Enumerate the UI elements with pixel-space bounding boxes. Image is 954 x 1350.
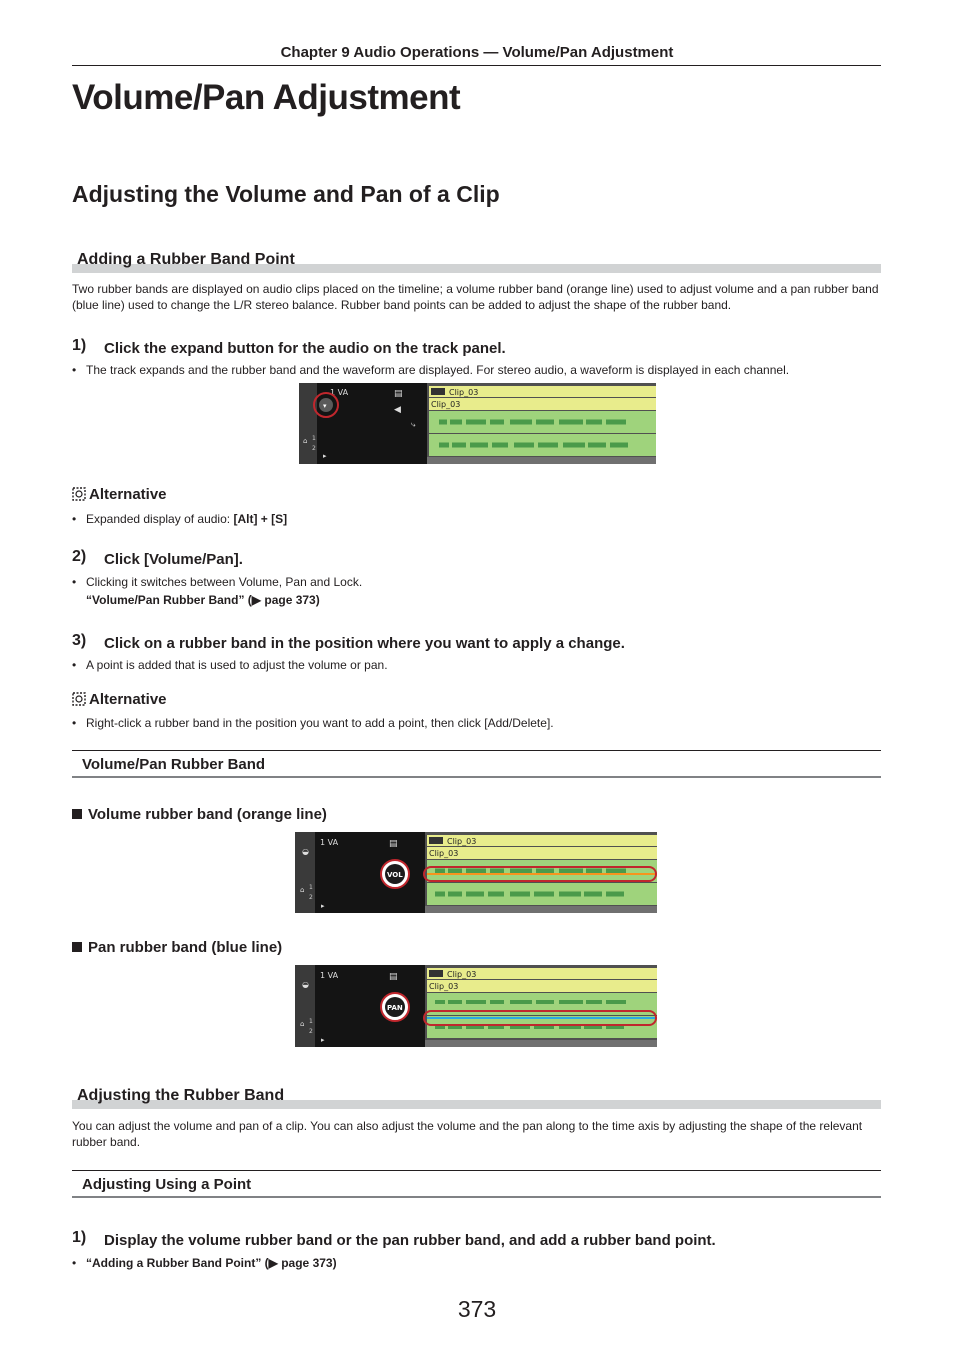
svg-text:▤: ▤	[394, 389, 403, 399]
step-number: 1)	[72, 1229, 87, 1246]
intro-paragraph: Two rubber bands are displayed on audio clips placed on the timeline; a volume rubber band (orange line) used to adjust volume and a pan rubber band (blue line) used to change the L/R stereo balance. Rubber band points can be added to adjust the shape of the rubber band.	[72, 282, 879, 312]
page-number: 373	[457, 1296, 497, 1322]
sub-heading: Pan rubber band (blue line)	[72, 939, 282, 956]
svg-text:⤷: ⤷	[411, 420, 416, 429]
bullet-item: • Clicking it switches between Volume, Pan and Lock.	[72, 575, 363, 589]
timeline-graphic	[299, 383, 656, 464]
alternative-icon	[72, 692, 86, 706]
svg-text:▸: ▸	[321, 1036, 325, 1044]
svg-text:Clip_03: Clip_03	[429, 849, 459, 858]
sub-heading: Volume rubber band (orange line)	[72, 806, 327, 823]
bullet-item: • The track expands and the rubber band and the waveform are displayed. For stereo audio, a waveform is displayed in each channel.	[72, 363, 790, 377]
svg-text:2: 2	[309, 1028, 313, 1035]
step-text: Display the volume rubber band or the pan rubber band, and add a rubber band point.	[104, 1232, 716, 1249]
svg-text:VOL: VOL	[387, 871, 403, 879]
box-heading: Adjusting Using a Point	[72, 1170, 881, 1198]
alternative-icon	[72, 487, 86, 501]
bullet-item: • Right-click a rubber band in the position you want to add a point, then click [Add/Delete].	[72, 716, 554, 730]
subsection-heading: Adding a Rubber Band Point	[77, 251, 295, 268]
section-title: Adjusting the Volume and Pan of a Clip	[72, 181, 500, 207]
svg-text:⌂: ⌂	[300, 886, 305, 894]
svg-text:1 VA: 1 VA	[320, 838, 339, 847]
intro-paragraph: You can adjust the volume and pan of a clip. You can also adjust the volume and the pan along to the time axis by adjusting the shape of the relevant rubber band.	[72, 1119, 863, 1149]
cross-reference-link[interactable]: • “Adding a Rubber Band Point” (▶ page 373)	[72, 1256, 337, 1270]
step-number: 3)	[72, 632, 87, 649]
svg-text:Clip_03: Clip_03	[431, 400, 461, 409]
svg-text:Clip_03: Clip_03	[429, 982, 459, 991]
svg-text:PAN: PAN	[387, 1004, 403, 1012]
svg-text:2: 2	[309, 894, 313, 901]
step-number: 1)	[72, 337, 87, 354]
svg-text:▾: ▾	[323, 402, 327, 410]
svg-text:1 VA: 1 VA	[320, 971, 339, 980]
svg-text:▤: ▤	[389, 972, 398, 982]
svg-text:▤: ▤	[389, 839, 398, 849]
svg-text:1 VA: 1 VA	[330, 388, 349, 397]
timeline-screenshot-volume	[295, 832, 657, 913]
svg-text:◀: ◀	[394, 405, 401, 415]
svg-text:▸: ▸	[321, 902, 325, 910]
box-heading: Volume/Pan Rubber Band	[72, 750, 881, 778]
cross-reference-link[interactable]: “Volume/Pan Rubber Band” (▶ page 373)	[86, 593, 320, 607]
step-text: Click [Volume/Pan].	[104, 551, 243, 568]
subsection-heading: Adjusting the Rubber Band	[77, 1087, 285, 1104]
svg-text:⌂: ⌂	[300, 1020, 305, 1028]
chapter-header: Chapter 9 Audio Operations — Volume/Pan Adjustment	[280, 44, 674, 61]
svg-text:Clip_03: Clip_03	[447, 970, 477, 979]
svg-text:Clip_03: Clip_03	[449, 388, 479, 397]
timeline-graphic	[295, 965, 657, 1047]
timeline-screenshot-pan	[295, 965, 657, 1047]
step-text: Click on a rubber band in the position where you want to apply a change.	[104, 635, 625, 652]
svg-text:1: 1	[309, 1018, 313, 1025]
svg-text:▸: ▸	[323, 452, 327, 460]
step-number: 2)	[72, 548, 87, 565]
page-arrow-icon: ▶	[268, 1256, 278, 1270]
svg-text:Clip_03: Clip_03	[447, 837, 477, 846]
timeline-screenshot-expand	[299, 383, 656, 464]
page-arrow-icon: ▶	[251, 593, 262, 607]
svg-text:1: 1	[309, 884, 313, 891]
alternative-heading: Alternative	[72, 486, 167, 503]
bullet-item: • A point is added that is used to adjust the volume or pan.	[72, 658, 388, 672]
svg-text:◒: ◒	[302, 847, 309, 856]
svg-text:⌂: ⌂	[303, 437, 308, 445]
bullet-item: • Expanded display of audio: [Alt] + [S]	[72, 512, 288, 526]
header-rule	[72, 65, 881, 66]
svg-text:1: 1	[312, 435, 316, 442]
alternative-heading: Alternative	[72, 691, 167, 708]
svg-text:◒: ◒	[302, 980, 309, 989]
timeline-graphic	[295, 832, 657, 913]
svg-text:2: 2	[312, 445, 316, 452]
page-title: Volume/Pan Adjustment	[72, 78, 461, 117]
step-text: Click the expand button for the audio on the track panel.	[104, 340, 506, 357]
